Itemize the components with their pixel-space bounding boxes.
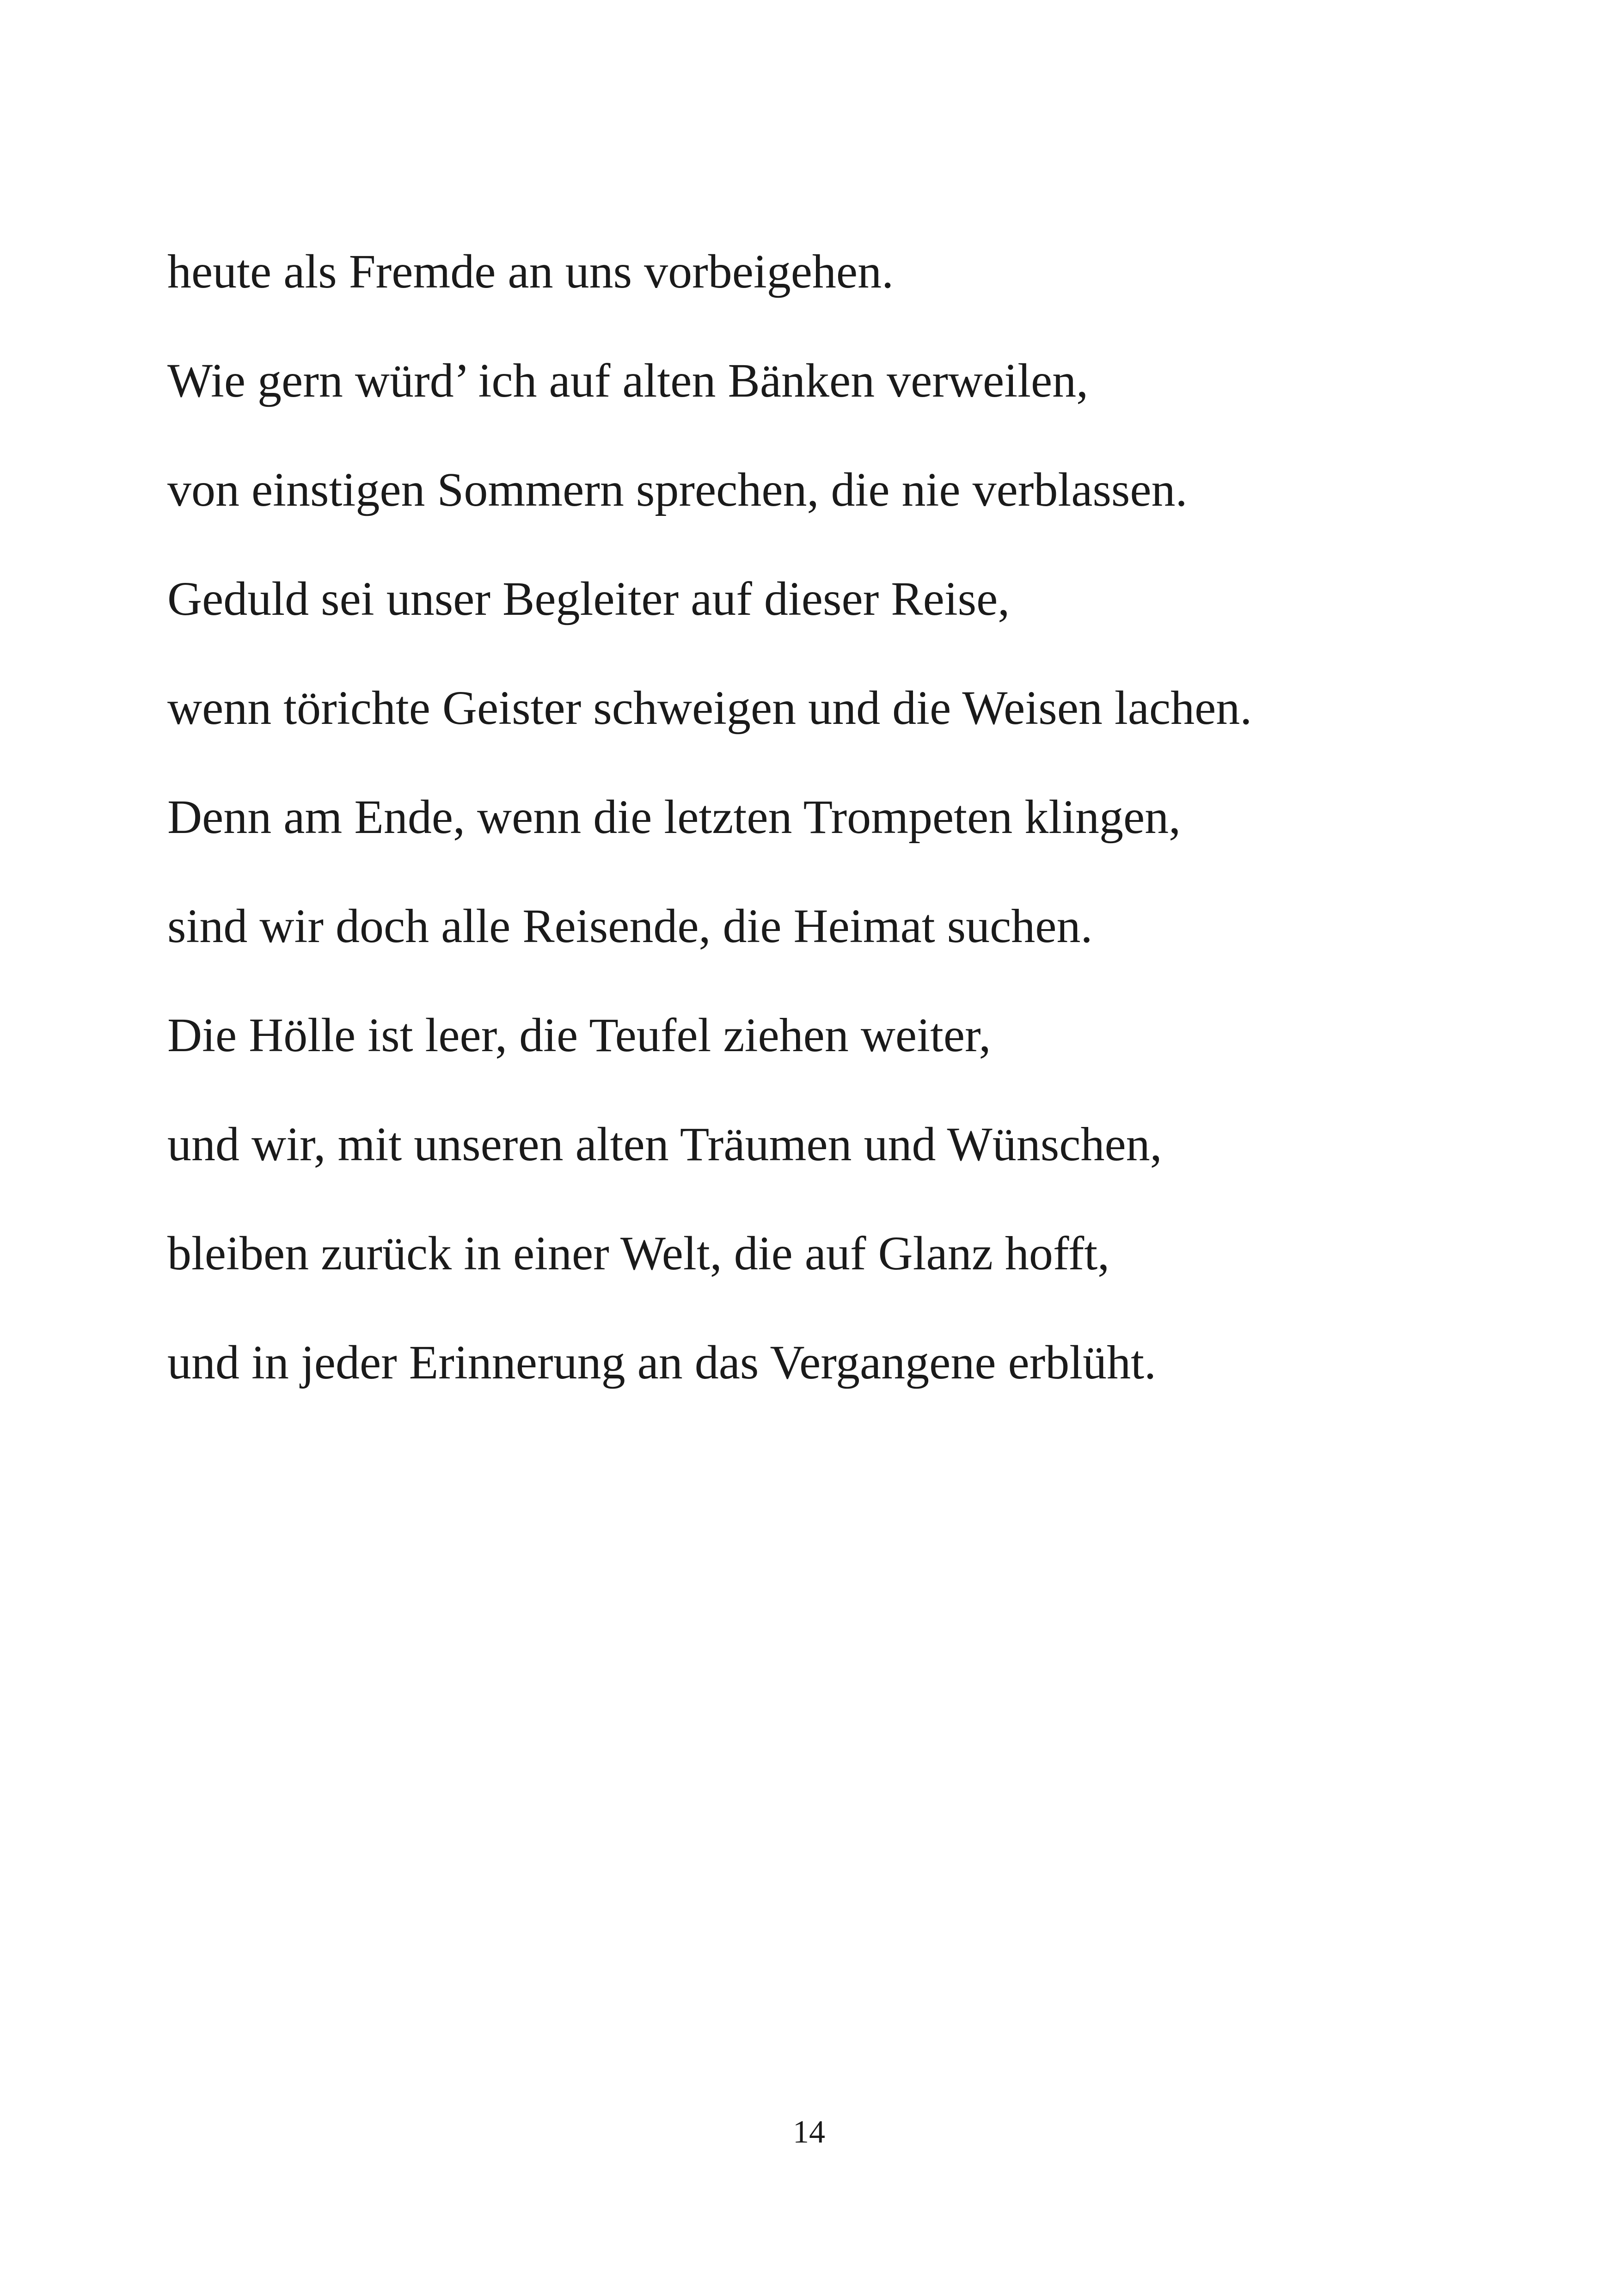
poem-line: heute als Fremde an uns vorbeigehen. [167,245,894,298]
poem-text [167,217,1252,1417]
poem-line: bleiben zurück in einer Welt, die auf Glanz hofft, [167,1227,1110,1280]
poem-line: Die Hölle ist leer, die Teufel ziehen weiter, [167,1009,991,1062]
poem-line: Wie gern würd’ ich auf alten Bänken verweilen, [167,354,1089,407]
poem-line: und wir, mit unseren alten Träumen und Wünschen, [167,1118,1162,1171]
poem-line: und in jeder Erinnerung an das Vergangene erblüht. [167,1336,1157,1389]
poem-line: wenn törichte Geister schweigen und die Weisen lachen. [167,681,1252,735]
poem-line: sind wir doch alle Reisende, die Heimat suchen. [167,900,1093,953]
page-number: 14 [793,2114,825,2150]
poem-line: von einstigen Sommern sprechen, die nie verblassen. [167,463,1188,516]
poem-line: Geduld sei unser Begleiter auf dieser Reise, [167,572,1010,625]
poem-line: Denn am Ende, wenn die letzten Trompeten klingen, [167,790,1181,844]
